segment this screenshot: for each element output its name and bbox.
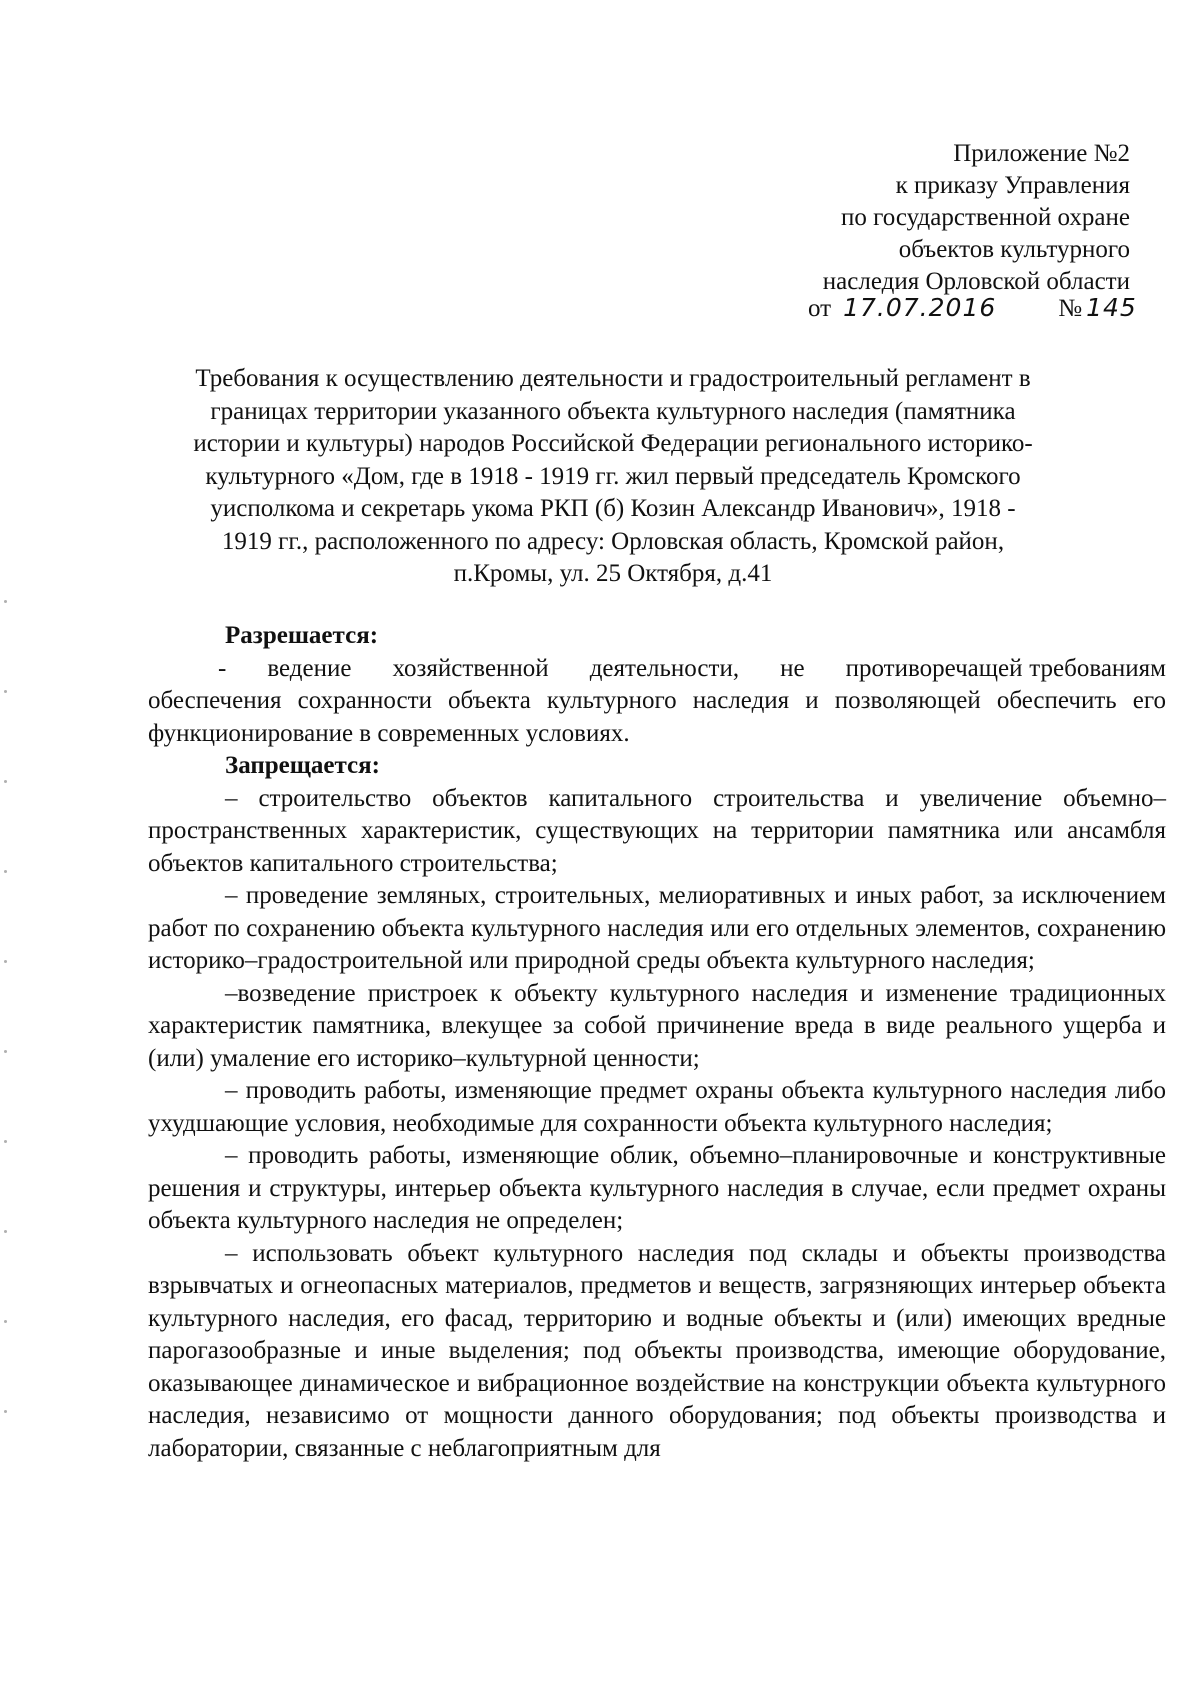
title-line: п.Кромы, ул. 25 Октября, д.41 xyxy=(453,560,773,587)
prohibited-heading: Запрещается: xyxy=(225,752,381,779)
document-body xyxy=(148,620,1173,1465)
title-line: уисполкома и секретарь укома РКП (б) Козин Александр Иванович», 1918 - xyxy=(210,495,1016,522)
order-date-number-line xyxy=(808,292,1168,325)
handwritten-date: 17.07.2016 xyxy=(843,293,997,322)
number-prefix: № xyxy=(1058,295,1083,322)
header-line: к приказу Управления xyxy=(895,172,1130,199)
prohibited-item: –возведение пристроек к объекту культурного наследия и изменение традиционных характеристик памятника, влекущее за собой причинение вреда в виде реального ущерба и (или) умаление его историко–культурной ценности; xyxy=(148,979,1166,1072)
title-line: истории и культуры) народов Российской Федерации регионального историко- xyxy=(193,430,1033,457)
header-line: наследия Орловской области xyxy=(822,268,1130,295)
title-line: границах территории указанного объекта культурного наследия (памятника xyxy=(210,397,1016,425)
scan-margin-specks xyxy=(4,0,10,1697)
header-line: по государственной охране xyxy=(840,204,1130,231)
date-prefix: от xyxy=(808,295,832,322)
allowed-item: - ведение хозяйственной деятельности, не противоречащей требованиям обеспечения сохранности объекта культурного наследия и позволяющей обеспечить его функционирование в современных условиях. xyxy=(148,654,1173,747)
header-line: объектов культурного xyxy=(898,236,1130,263)
prohibited-item: – проведение земляных, строительных, мелиоративных и иных работ, за исключением работ по сохранению объекта культурного наследия или его отдельных элементов, сохранению историко–градостроительной или природной среды объекта культурного наследия; xyxy=(148,882,1166,974)
prohibited-item: – использовать объект культурного наследия под склады и объекты производства взрывчатых и огнеопасных материалов, предметов и веществ, загрязняющих интерьер объекта культурного наследия, его фасад, территорию и водные объекты и (или) имеющих вредные парогазообразные и иные выделения; под объекты производства, имеющие оборудование, оказывающее динамическое и вибрационное воздействие на конструкции объекта культурного наследия, независимо от мощности данного оборудования; под объекты производства и лаборатории, связанные с неблагоприятным для xyxy=(148,1239,1166,1462)
appendix-header xyxy=(823,138,1130,298)
prohibited-item: – проводить работы, изменяющие предмет охраны объекта культурного наследия либо ухудшающие условия, необходимые для сохранности объекта культурного наследия; xyxy=(148,1077,1166,1137)
title-line: 1919 гг., расположенного по адресу: Орловская область, Кромской район, xyxy=(221,527,1005,555)
prohibited-item: – строительство объектов капитального строительства и увеличение объемно–пространственных характеристик, существующих на территории памятника или ансамбля объектов капитального строительства; xyxy=(148,784,1166,877)
header-line: Приложение №2 xyxy=(953,140,1130,167)
document-title xyxy=(148,363,1078,591)
title-line: Требования к осуществлению деятельности и градостроительный регламент в xyxy=(195,365,1031,392)
prohibited-item: – проводить работы, изменяющие облик, объемно–планировочные и конструктивные решения и структуры, интерьер объекта культурного наследия в случае, если предмет охраны объекта культурного наследия не определен; xyxy=(148,1142,1166,1234)
title-line: культурного «Дом, где в 1918 - 1919 гг. жил первый председатель Кромского xyxy=(205,462,1021,490)
allowed-heading: Разрешается: xyxy=(225,622,379,649)
handwritten-order-number: 145 xyxy=(1086,293,1137,322)
